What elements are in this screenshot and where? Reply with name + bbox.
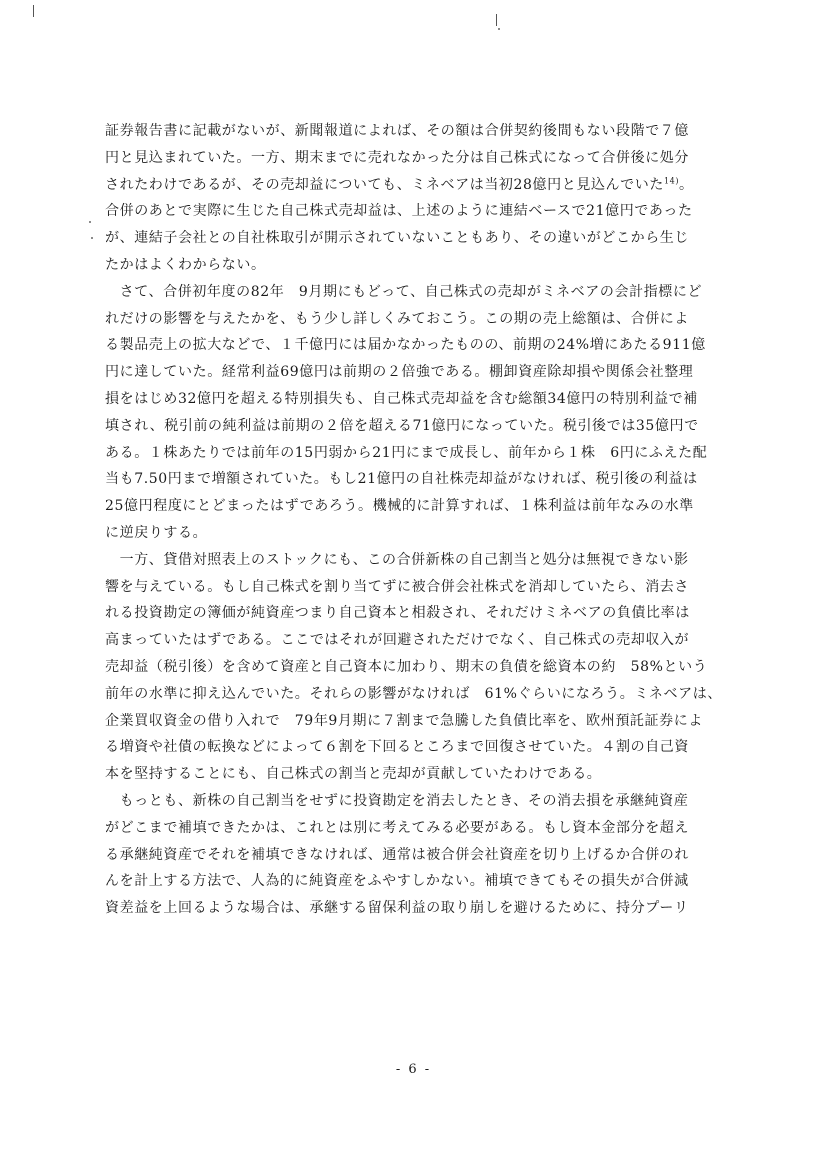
text-line: れる投資勘定の簿価が純資産つまり自己資本と相殺され、それだけミネベアの負債比率は — [105, 605, 690, 622]
text-line: 証券報告書に記載がないが、新聞報道によれば、その額は合併契約後間もない段階で７億 — [105, 123, 689, 139]
text-line: 企業買収資金の借り入れで 79年9月期に７割まで急騰した負債比率を、欧州預託証券によ — [105, 712, 703, 729]
text-line: る増資や社債の転換などによって６割を下回るところまで回復させていた。４割の自己資 — [105, 739, 689, 756]
text-line: る製品売上の拡大などで、１千億円には届かなかったものの、前期の24%増にあたる911億 — [105, 337, 706, 354]
text-line-body: されたわけであるが、その売却益についても、ミネベアは当初28億円と見込んでいた — [105, 176, 664, 193]
text-line: 損をはじめ32億円を超える特別損失も、自己株式売却益を含む総額34億円の特別利益で補 — [105, 390, 698, 407]
text-line: ある。１株あたりでは前年の15円弱から21円にまで成長し、前年から１株 6円にふえた配 — [105, 444, 708, 461]
text-line: たかはよくわからない。 — [105, 256, 266, 273]
text-line: 資差益を上回るような場合は、承継する留保利益の取り崩しを避けるために、持分プーリ — [105, 900, 689, 917]
text-line: 本を堅持することにも、自己株式の割当と売却が貢献していたわけである。 — [105, 766, 602, 783]
scan-mark-left — [33, 5, 34, 17]
text-line: 合併のあとで実際に生じた自己株式売却益は、上述のように連結ベースで21億円であった — [105, 203, 693, 220]
text-line: 一方、貸借対照表上のストックにも、この合併新株の自己割当と処分は無視できない影 — [105, 551, 689, 568]
text-line — [105, 172, 745, 199]
scan-dot-margin-2 — [91, 237, 93, 239]
text-line-tail: 。 — [679, 176, 694, 193]
text-line: 高まっていたはずである。ここではそれが回避されただけでなく、自己株式の売却収入が — [105, 632, 690, 649]
text-line: れだけの影響を与えたかを、もう少し詳しくみておこう。この期の売上総額は、合併によ — [105, 310, 689, 327]
body-text — [105, 118, 745, 922]
text-line: る承継純資産でそれを補填できなければ、通常は被合併会社資産を切り上げるか合併のれ — [105, 846, 689, 863]
text-line: に逆戻りする。 — [105, 524, 208, 541]
scan-mark-right — [496, 14, 497, 26]
text-line: がどこまで補填できたかは、これとは別に考えてみる必要がある。もし資本金部分を超え — [105, 819, 689, 836]
text-line: 売却益（税引後）を含めて資産と自己資本に加わり、期末の負債を総資本の約 58%という — [105, 658, 708, 675]
text-line: もっとも、新株の自己割当をせずに投資勘定を消去したとき、その消去損を承継純資産 — [105, 792, 689, 809]
scan-dot-top — [498, 28, 500, 30]
text-line: さて、合併初年度の82年 9月期にもどって、自己株式の売却がミネベアの会計指標にど — [105, 283, 703, 300]
page-number: - 6 - — [395, 1062, 432, 1077]
text-line: 填され、税引前の純利益は前期の２倍を超える71億円になっていた。税引後では35億円で — [105, 417, 699, 434]
text-line: 25億円程度にとどまったはずであろう。機械的に計算すれば、１株利益は前年なみの水準 — [105, 498, 694, 515]
text-line: んを計上する方法で、人為的に純資産をふやすしかない。補填できてもその損失が合併減 — [105, 873, 689, 890]
text-line: が、連結子会社との自社株取引が開示されていないこともあり、その違いがどこから生じ — [105, 230, 689, 247]
footnote-reference: 14) — [663, 175, 680, 185]
text-line: 円と見込まれていた。一方、期末までに売れなかった分は自己株式になって合併後に処分 — [105, 149, 689, 166]
text-line: 円に達していた。経常利益69億円は前期の２倍強である。棚卸資産除却損や関係会社整理 — [105, 364, 694, 381]
text-line: 当も7.50円まで増額されていた。もし21億円の自社株売却益がなければ、税引後の利益は — [105, 471, 698, 488]
text-line: 前年の水準に抑え込んでいた。それらの影響がなければ 61%ぐらいになろう。ミネベアは、 — [105, 685, 722, 702]
text-line: 響を与えている。もし自己株式を割り当てずに被合併会社株式を消却していたら、消去さ — [105, 578, 689, 595]
scan-dot-margin — [89, 221, 91, 223]
